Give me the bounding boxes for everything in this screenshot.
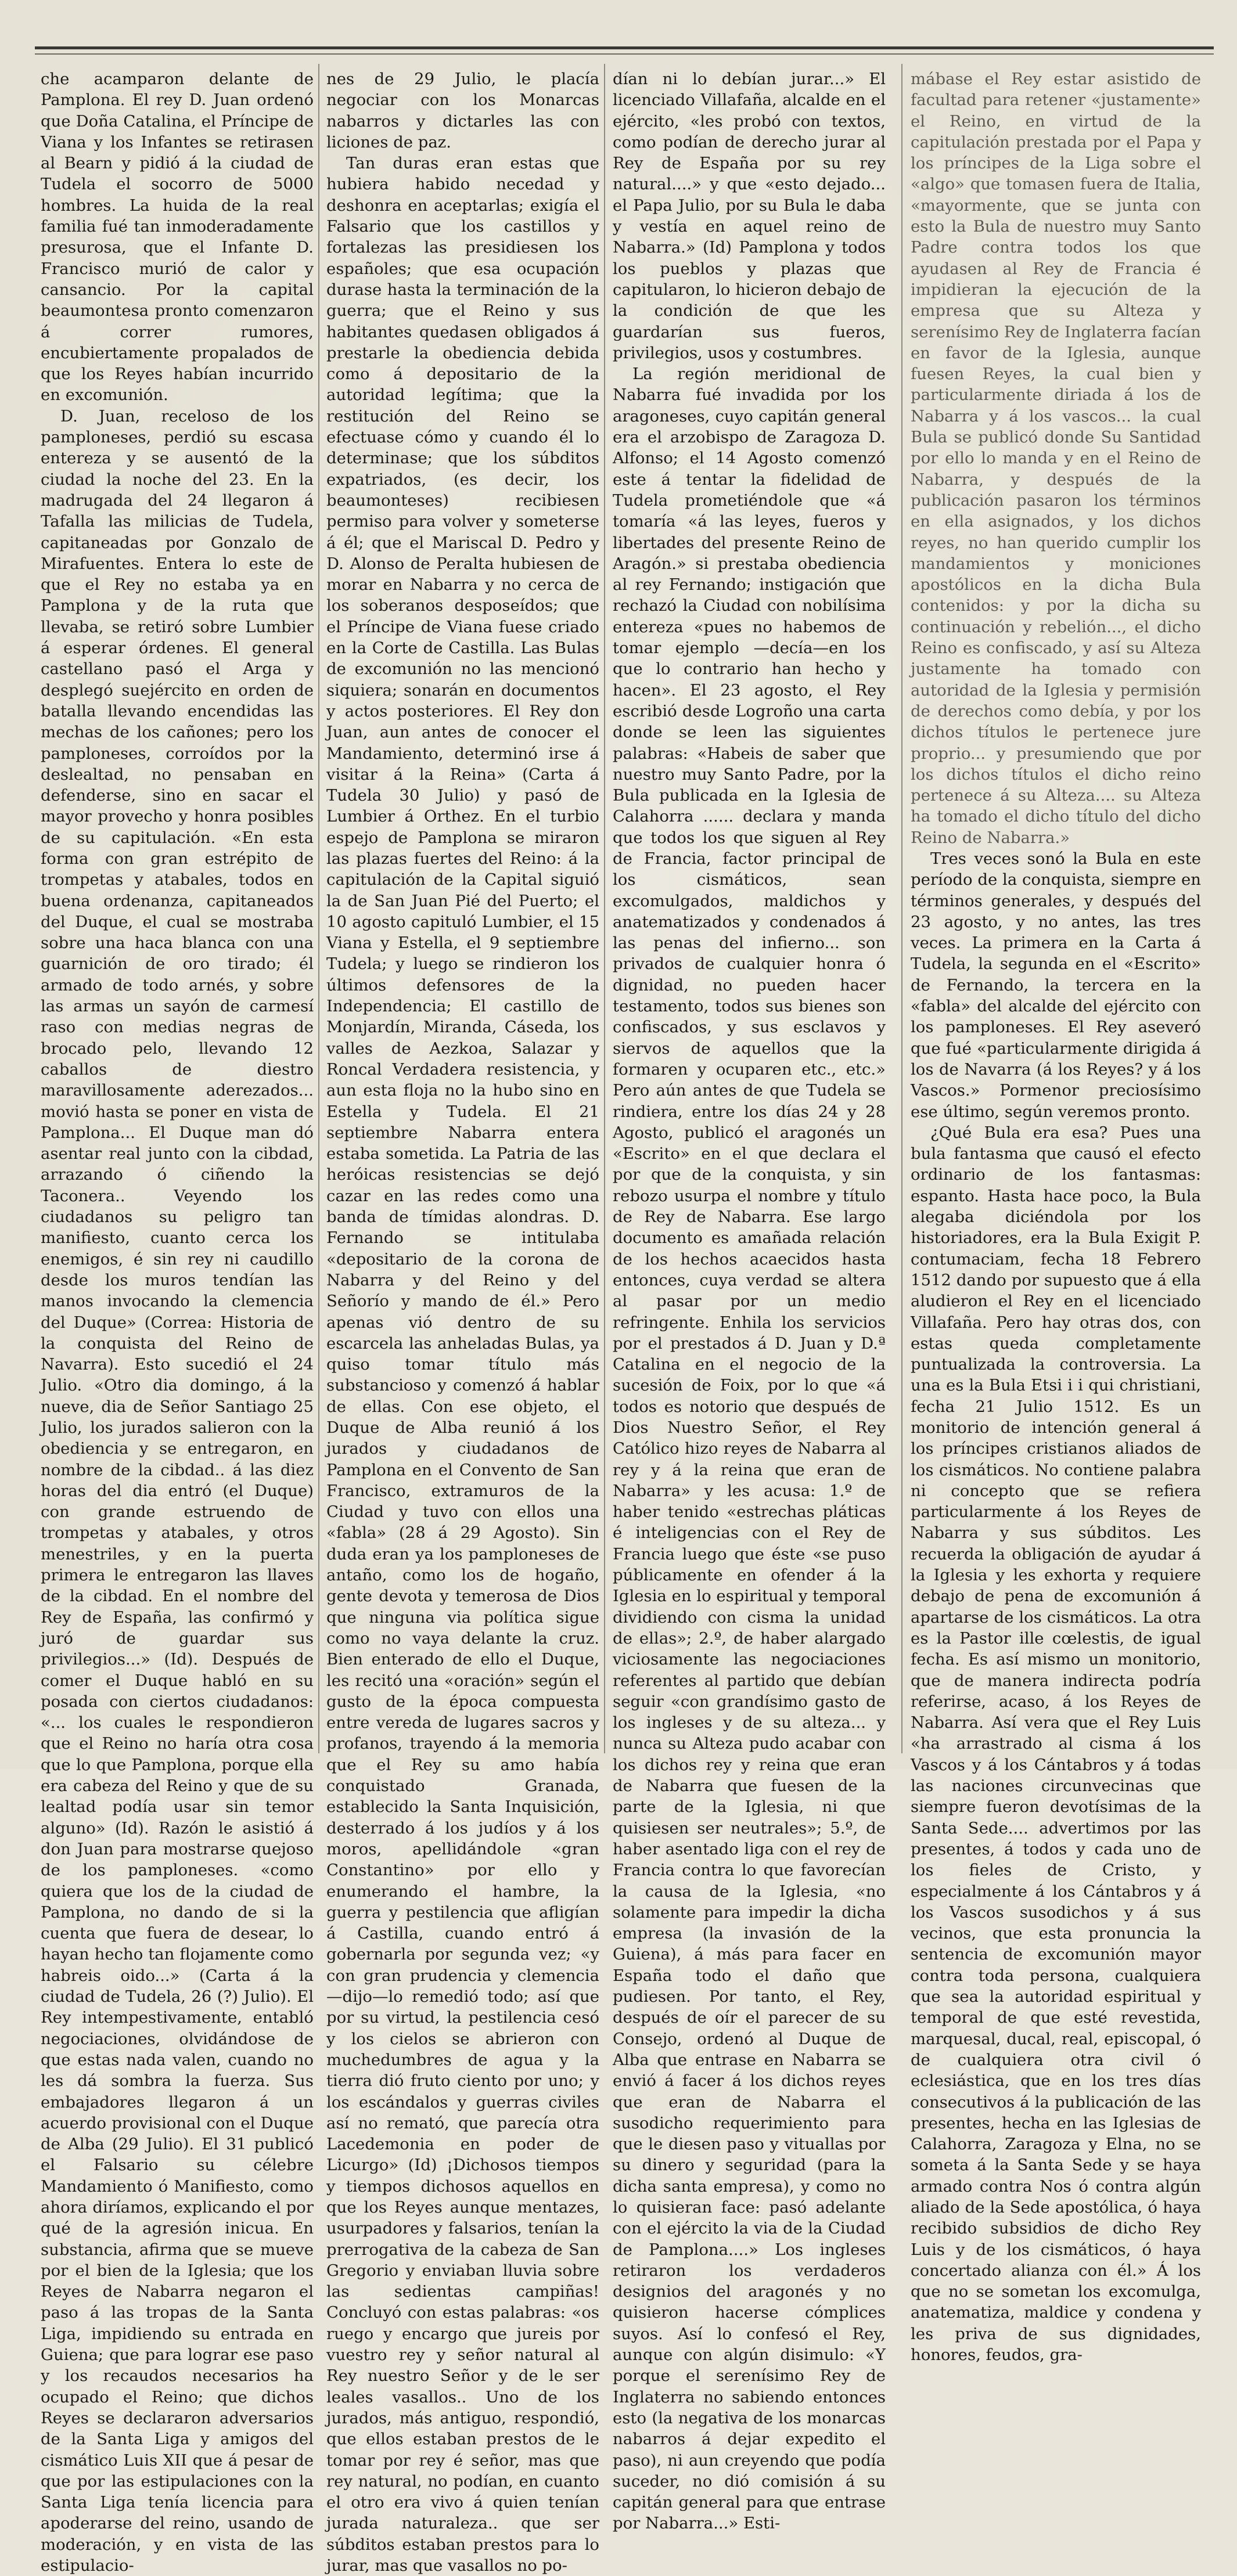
column-separator [604, 64, 605, 1753]
text-column-3 [613, 69, 886, 2533]
paragraph: mábase el Rey estar asistido de facultad para retener «justamente» el Reino, en virtud de la capitulación prestada por el Papa y los príncipes de la Liga sobre el «algo» que tomasen fuera de Italia, «mayormente, que se junta con esto la Bula de nuestro muy Santo Padre contra todos los que ayudasen al Rey de Francia é impidieran la ejecución de la empresa que su Alteza y serenísimo Rey de Inglaterra facían en favor de la Iglesia, aunque fuesen Reyes, la cual bien y particularmente diriada á los de Nabarra y á los vascos... la cual Bula se publicó donde Su Santidad por ello lo manda y en el Reino de Nabarra, y después de la publicación pasaron los términos en ella asignados, y los dichos reyes, no han querido cumplir los mandamientos y moniciones apostólicos en la dicha Bula contenidos: y por la dicha su continuación y rebelión..., el dicho Reino es confiscado, y así su Alteza justamente ha tomado con autoridad de la Iglesia y permisión de derechos como debía, y por los dichos títulos le pertenece jure proprio... y presumiendo que por los dichos títulos el dicho reino pertenece á su Alteza.... su Alteza ha tomado el dicho título del dicho Reino de Nabarra.» [911, 70, 1201, 847]
paragraph: Tres veces sonó la Bula en este período de la conquista, siempre en términos generales, y después del 23 agosto, y no antes, las tres veces. La primera en la Carta á Tudela, la segunda en el «Escrito» de Fernando, la tercera en la «fabla» del alcalde del ejército con los pamploneses. El Rey aseveró que fué «particularmente dirigida á los de Navarra (á los Reyes? y á los Vascos.» Pormenor preciosísimo ese último, según veremos pronto. [911, 849, 1201, 1121]
top-rule-secondary [35, 53, 1214, 55]
text-column-4 [911, 69, 1201, 2365]
top-rule [35, 46, 1214, 49]
paragraph: che acamparon delante de Pamplona. El rey D. Juan ordenó que Doña Catalina, el Príncipe de Viana y los Infantes se retirasen al Bearn y pidió á la ciudad de Tudela el socorro de 5000 hombres. La huida de la real familia fué tan inmoderadamente presurosa, que el Infante D. Francisco murió de calor y cansancio. Por la capital beaumontesa pronto comenzaron á correr rumores, encubiertamente propalados de que los Reyes habían incurrido en excomunión. [41, 70, 314, 405]
text-column-2 [326, 69, 599, 2575]
column-separator [901, 64, 902, 1753]
paragraph: La región meridional de Nabarra fué invadida por los aragoneses, cuyo capitán general era el arzobispo de Zaragoza D. Alfonso; el 14 Agosto comenzó este á tentar la fidelidad de Tudela prometiéndole que «á tomaría «á las leyes, fueros y libertades del presente Reino de Aragón.» si prestaba obediencia al rey Fernando; instigación que rechazó la Ciudad con nobilísima entereza «pues no habemos de tomar ejemplo —decía—en los que lo contrario han hecho y hacen». El 23 agosto, el Rey escribió desde Logroño una carta donde se leen las siguientes palabras: «Habeis de saber que nuestro muy Santo Padre, por la Bula publicada en la Iglesia de Calahorra ...... declara y manda que todos los que siguen al Rey de Francia, factor principal de los cismáticos, sean excomulgados, maldichos y anatematizados y condenados á las penas del infierno... son privados de cualquier honra ó dignidad, no pueden hacer testamento, todos sus bienes son confiscados, y sus esclavos y siervos de aquellos que la formaren y ocuparen etc., etc.» Pero aún antes de que Tudela se rindiera, entre los días 24 y 28 Agosto, publicó el aragonés un «Escrito» en el que declara el por que de la conquista, y sin rebozo usurpa el nombre y título de Rey de Nabarra. Ese largo documento es amañada relación de los hechos acaecidos hasta entonces, cuya verdad se altera al pasar por un medio refringente. Enhila los servicios por el prestados á D. Juan y D.ª Catalina en el negocio de la sucesión de Foix, por lo que «á todos es notorio que después de Dios Nuestro Señor, el Rey Católico hizo reyes de Nabarra al rey y á la reina que eran de Nabarra» y les acusa: 1.º de haber tenido «estrechas pláticas é inteligencias con el Rey de Francia luego que éste «se puso públicamente en ofender á la Iglesia en lo espiritual y temporal dividiendo con cisma la unidad de ellas»; 2.º, de haber alargado viciosamente las negociaciones referentes al partido que debían seguir «con grandísimo gasto de los ingleses y de su alteza... y nunca su Alteza pudo acabar con los dichos rey y reina que eran de Nabarra que fuesen de la parte de la Iglesia, ni que quisiesen ser neutrales»; 5.º, de haber asentado liga con el rey de Francia contra lo que favorecían la causa de la Iglesia, «no solamente para impedir la dicha empresa (la invasión de la Guiena), á más para facer en España todo el daño que pudiesen. Por tanto, el Rey, después de oír el parecer de su Consejo, ordenó al Duque de Alba que entrase en Nabarra se envió á facer á los dichos reyes que eran de Nabarra el susodicho requerimiento para que le diesen paso y vituallas por su dinero y seguridad (para la dicha santa empresa), y como no lo quisieran face: pasó adelante con el ejército la via de la Ciudad de Pamplona....» Los ingleses retiraron los verdaderos designios del aragonés y no quisieron hacerse cómplices suyos. Así lo confesó el Rey, aunque con algún disimulo: «Y porque el serenísimo Rey de Inglaterra no sabiendo entonces esto (la negativa de los monarcas nabarros á dejar expedito el paso), ni aun creyendo que podía suceder, no dió comisión á su capitán general para que entrase por Nabarra...» Esti- [613, 365, 886, 2533]
text-column-1 [41, 69, 314, 2575]
paragraph: D. Juan, receloso de los pamploneses, perdió su escasa entereza y se ausentó de la ciudad la noche del 23. En la madrugada del 24 llegaron á Tafalla las milicias de Tudela, capitaneadas por Gonzalo de Mirafuentes. Entera lo este de que el Rey no estaba ya en Pamplona y de la ruta que llevaba, se retiró sobre Lumbier á esperar órdenes. El general castellano pasó el Arga y desplegó suejército en orden de batalla llevando encendidas las mechas de los cañones; pero los pamploneses, corroídos por la deslealtad, no pensaban en defenderse, sino en sacar el mayor provecho y honra posibles de su capitulación. «En esta forma con gran estrépito de trompetas y atabales, todos en buena ordenanza, capitaneados del Duque, el cual se mostraba sobre una haca blanca con una guarnición de oro tirado; él armado de todo arnés, y sobre las armas un sayón de carmesí raso con medias negras de brocado pelo, llevando 12 caballos de diestro maravillosamente aderezados... movió hasta se poner en vista de Pamplona... El Duque man dó asentar real junto con la cibdad, arrazando ó ciñendo la Taconera.. Veyendo los ciudadanos su peligro tan manifiesto, cuanto cerca los enemigos, é sin rey ni caudillo desde los muros tendían las manos invocando la clemencia del Duque» (Correa: Historia de la conquista del Reino de Navarra). Esto sucedió el 24 Julio. «Otro dia domingo, á la nueve, dia de Señor Santiago 25 Julio, los jurados salieron con la obediencia y se entregaron, en nombre de la cibdad.. á las diez horas del dia entró (el Duque) con grande estruendo de trompetas y atabales, y otros menestriles, y en la puerta primera le entregaron las llaves de la cibdad. En el nombre del Rey de España, las confirmó y juró de guardar sus privilegios...» (Id). Después de comer el Duque habló en su posada con ciertos ciudadanos: «... los cuales le respondieron que el Reino no haría otra cosa que lo que Pamplona, porque ella era cabeza del Reino y que de su lealtad podía usar sin temor alguno» (Id). Razón le asistió á don Juan para mostrarse quejoso de los pamploneses. «como quiera que los de la ciudad de Pamplona, no dando de si la cuenta que fuera de desear, lo hayan hecho tan flojamente como habreis oido...» (Carta á la ciudad de Tudela, 26 (?) Julio). El Rey intempestivamente, entabló negociaciones, olvidándose de que estas nada valen, cuando no les dá sombra la fuerza. Sus embajadores llegaron á un acuerdo provisional con el Duque de Alba (29 Julio). El 31 publicó el Falsario su célebre Mandamiento ó Manifiesto, como ahora diríamos, explicando el por qué de la agresión inicua. En substancia, afirma que se mueve por el bien de la Iglesia; que los Reyes de Nabarra negaron el paso á las tropas de la Santa Liga, impidiendo su entrada en Guiena; que para lograr ese paso y los recaudos necesarios ha ocupado el Reino; que dichos Reyes se declararon adversarios de la Santa Liga y amigos del cismático Luis XII que á pesar de que por las estipulaciones con la Santa Liga tenía licencia para apoderarse del reino, usando de moderación, y en vista de las estipulacio- [41, 406, 314, 2575]
paragraph: nes de 29 Julio, le placía negociar con los Monarcas nabarros y dictarles las con liciones de paz. [326, 70, 599, 152]
column-separator [318, 64, 319, 1753]
paragraph: dían ni lo debían jurar...» El licenciado Villafaña, alcalde en el ejército, «les probó con textos, como podían de derecho jurar al Rey de España por su rey natural....» y que «esto dejado... el Papa Julio, por su Bula le daba y vestía en aquel reino de Nabarra.» (Id) Pamplona y todos los pueblos y plazas que capitularon, lo hicieron debajo de la condición de que les guardarían sus fueros, privilegios, usos y costumbres. [613, 70, 886, 362]
paragraph: Tan duras eran estas que hubiera habido necedad y deshonra en aceptarlas; exigía el Falsario que los castillos y fortalezas las presidiesen los españoles; que esa ocupación durase hasta la terminación de la guerra; que el Reino y sus habitantes quedasen obligados á prestarle la obediencia debida como á depositario de la autoridad legítima; que la restitución del Reino se efectuase cómo y cuando él lo determinase; que los súbditos expatriados, (es decir, los beaumonteses) recibiesen permiso para volver y someterse á él; que el Mariscal D. Pedro y D. Alonso de Peralta hubiesen de morar en Nabarra y no cerca de los soberanos desposeídos; que el Príncipe de Viana fuese criado en la Corte de Castilla. Las Bulas de excomunión no las mencionó siquiera; sonarán en documentos y actos posteriores. El Rey don Juan, aun antes de conocer el Mandamiento, determinó irse á visitar á la Reina» (Carta á Tudela 30 Julio) y pasó de Lumbier á Orthez. En el turbio espejo de Pamplona se miraron las plazas fuertes del Reino: á la capitulación de la Capital siguió la de San Juan Pié del Puerto; el 10 agosto capituló Lumbier, el 15 Viana y Estella, el 9 septiembre Tudela; y luego se rindieron los últimos defensores de la Independencia; El castillo de Monjardín, Miranda, Cáseda, los valles de Aezkoa, Salazar y Roncal Verdadera resistencia, y aun esta floja no la hubo sino en Estella y Tudela. El 21 septiembre Nabarra entera estaba sometida. La Patria de las heróicas resistencias se dejó cazar en las redes como una banda de tímidas alondras. D. Fernando se intitulaba «depositario de la corona de Nabarra y del Reino y del Señorío y mando de él.» Pero apenas vió dentro de su escarcela las anheladas Bulas, ya quiso tomar título más substancioso y comenzó á hablar de ellas. Con ese objeto, el Duque de Alba reunió á los jurados y ciudadanos de Pamplona en el Convento de San Francisco, extramuros de la Ciudad y tuvo con ellos una «fabla» (28 á 29 Agosto). Sin duda eran ya los pamploneses de antaño, como los de hogaño, gente devota y temerosa de Dios que ninguna via política sigue como no vaya delante la cruz. Bien enterado de ello el Duque, les recitó una «oración» según el gusto de la época compuesta entre vereda de lugares sacros y profanos, trayendo á la memoria que el Rey su amo había conquistado Granada, establecido la Santa Inquisición, desterrado á los judíos y á los moros, apellidándole «gran Constantino» por ello y enumerando el hambre, la guerra y pestilencia que afligían á Castilla, cuando entró á gobernarla por segunda vez; «y con gran prudencia y clemencia—dijo—lo remedió todo; así que por su virtud, la pestilencia cesó y los cielos se abrieron con muchedumbres de agua y la tierra dió fruto ciento por uno; y los escándalos y guerras civiles así no remató, que parecía otra Lacedemonia en poder de Licurgo» (Id) ¡Dichosos tiempos y tiempos dichosos aquellos en que los Reyes aunque mentazes, usurpadores y falsarios, tenían la prerrogativa de la cabeza de San Gregorio y enviaban lluvia sobre las sedientas campiñas! Concluyó con estas palabras: «os ruego y encargo que jureis por vuestro rey y señor natural al Rey nuestro Señor y de le ser leales vasallos.. Uno de los jurados, más antiguo, respondió, que ellos estaban prestos de le tomar por rey é señor, mas que rey natural, no podían, en cuanto el otro era vivo á quien tenían jurada naturaleza.. que ser súbditos estaban prestos para lo jurar, mas que vasallos no po- [326, 154, 599, 2575]
paragraph: ¿Qué Bula era esa? Pues una bula fantasma que causó el efecto ordinario de los fantasmas: espanto. Hasta hace poco, la Bula alegaba diciéndola por los historiadores, era la Bula Exigit P. contumaciam, fecha 18 Febrero 1512 dando por supuesto que á ella aludieron el Rey en el licenciado Villafaña. Pero hay otras dos, con estas queda completamente puntualizada la controversia. La una es la Bula Etsi i i qui christiani, fecha 21 Julio 1512. Es un monitorio de intención general á los príncipes cristianos aliados de los cismáticos. No contiene palabra ni concepto que se refiera particularmente á los Reyes de Nabarra y sus súbditos. Les recuerda la obligación de ayudar á la Iglesia y les exhorta y requiere debajo de pena de excomunión á apartarse de los cismáticos. La otra es la Pastor ille cœlestis, de igual fecha. Es así mismo un monitorio, que de manera indirecta podría referirse, acaso, á los Reyes de Nabarra. Así vera que el Rey Luis «ha arrastrado al cisma á los Vascos y á los Cántabros y á todas las naciones circunvecinas que siempre fueron devotísimas de la Santa Sede.... advertimos por las presentes, á todos y cada uno de los fieles de Cristo, y especialmente á los Cántabros y á los Vascos susodichos y á sus vecinos, que esta pronuncia la sentencia de excomunión mayor contra toda persona, cualquiera que sea la autoridad espiritual y temporal de que esté revestida, marquesal, ducal, real, episcopal, ó de cualquiera otra civil ó eclesiástica, que en los tres días consecutivos á la publicación de las presentes, hecha en las Iglesias de Calahorra, Zaragoza y Elna, no se someta á la Santa Sede y se haya armado contra Nos ó contra algún aliado de la Sede apostólica, ó haya recibido subsidios de dicho Rey Luis y de los cismáticos, ó haya concertado alianza con él.» Á los que no se sometan los excomulga, anatematiza, maldice y condena y les priva de sus dignidades, honores, feudos, gra- [911, 1123, 1201, 2365]
